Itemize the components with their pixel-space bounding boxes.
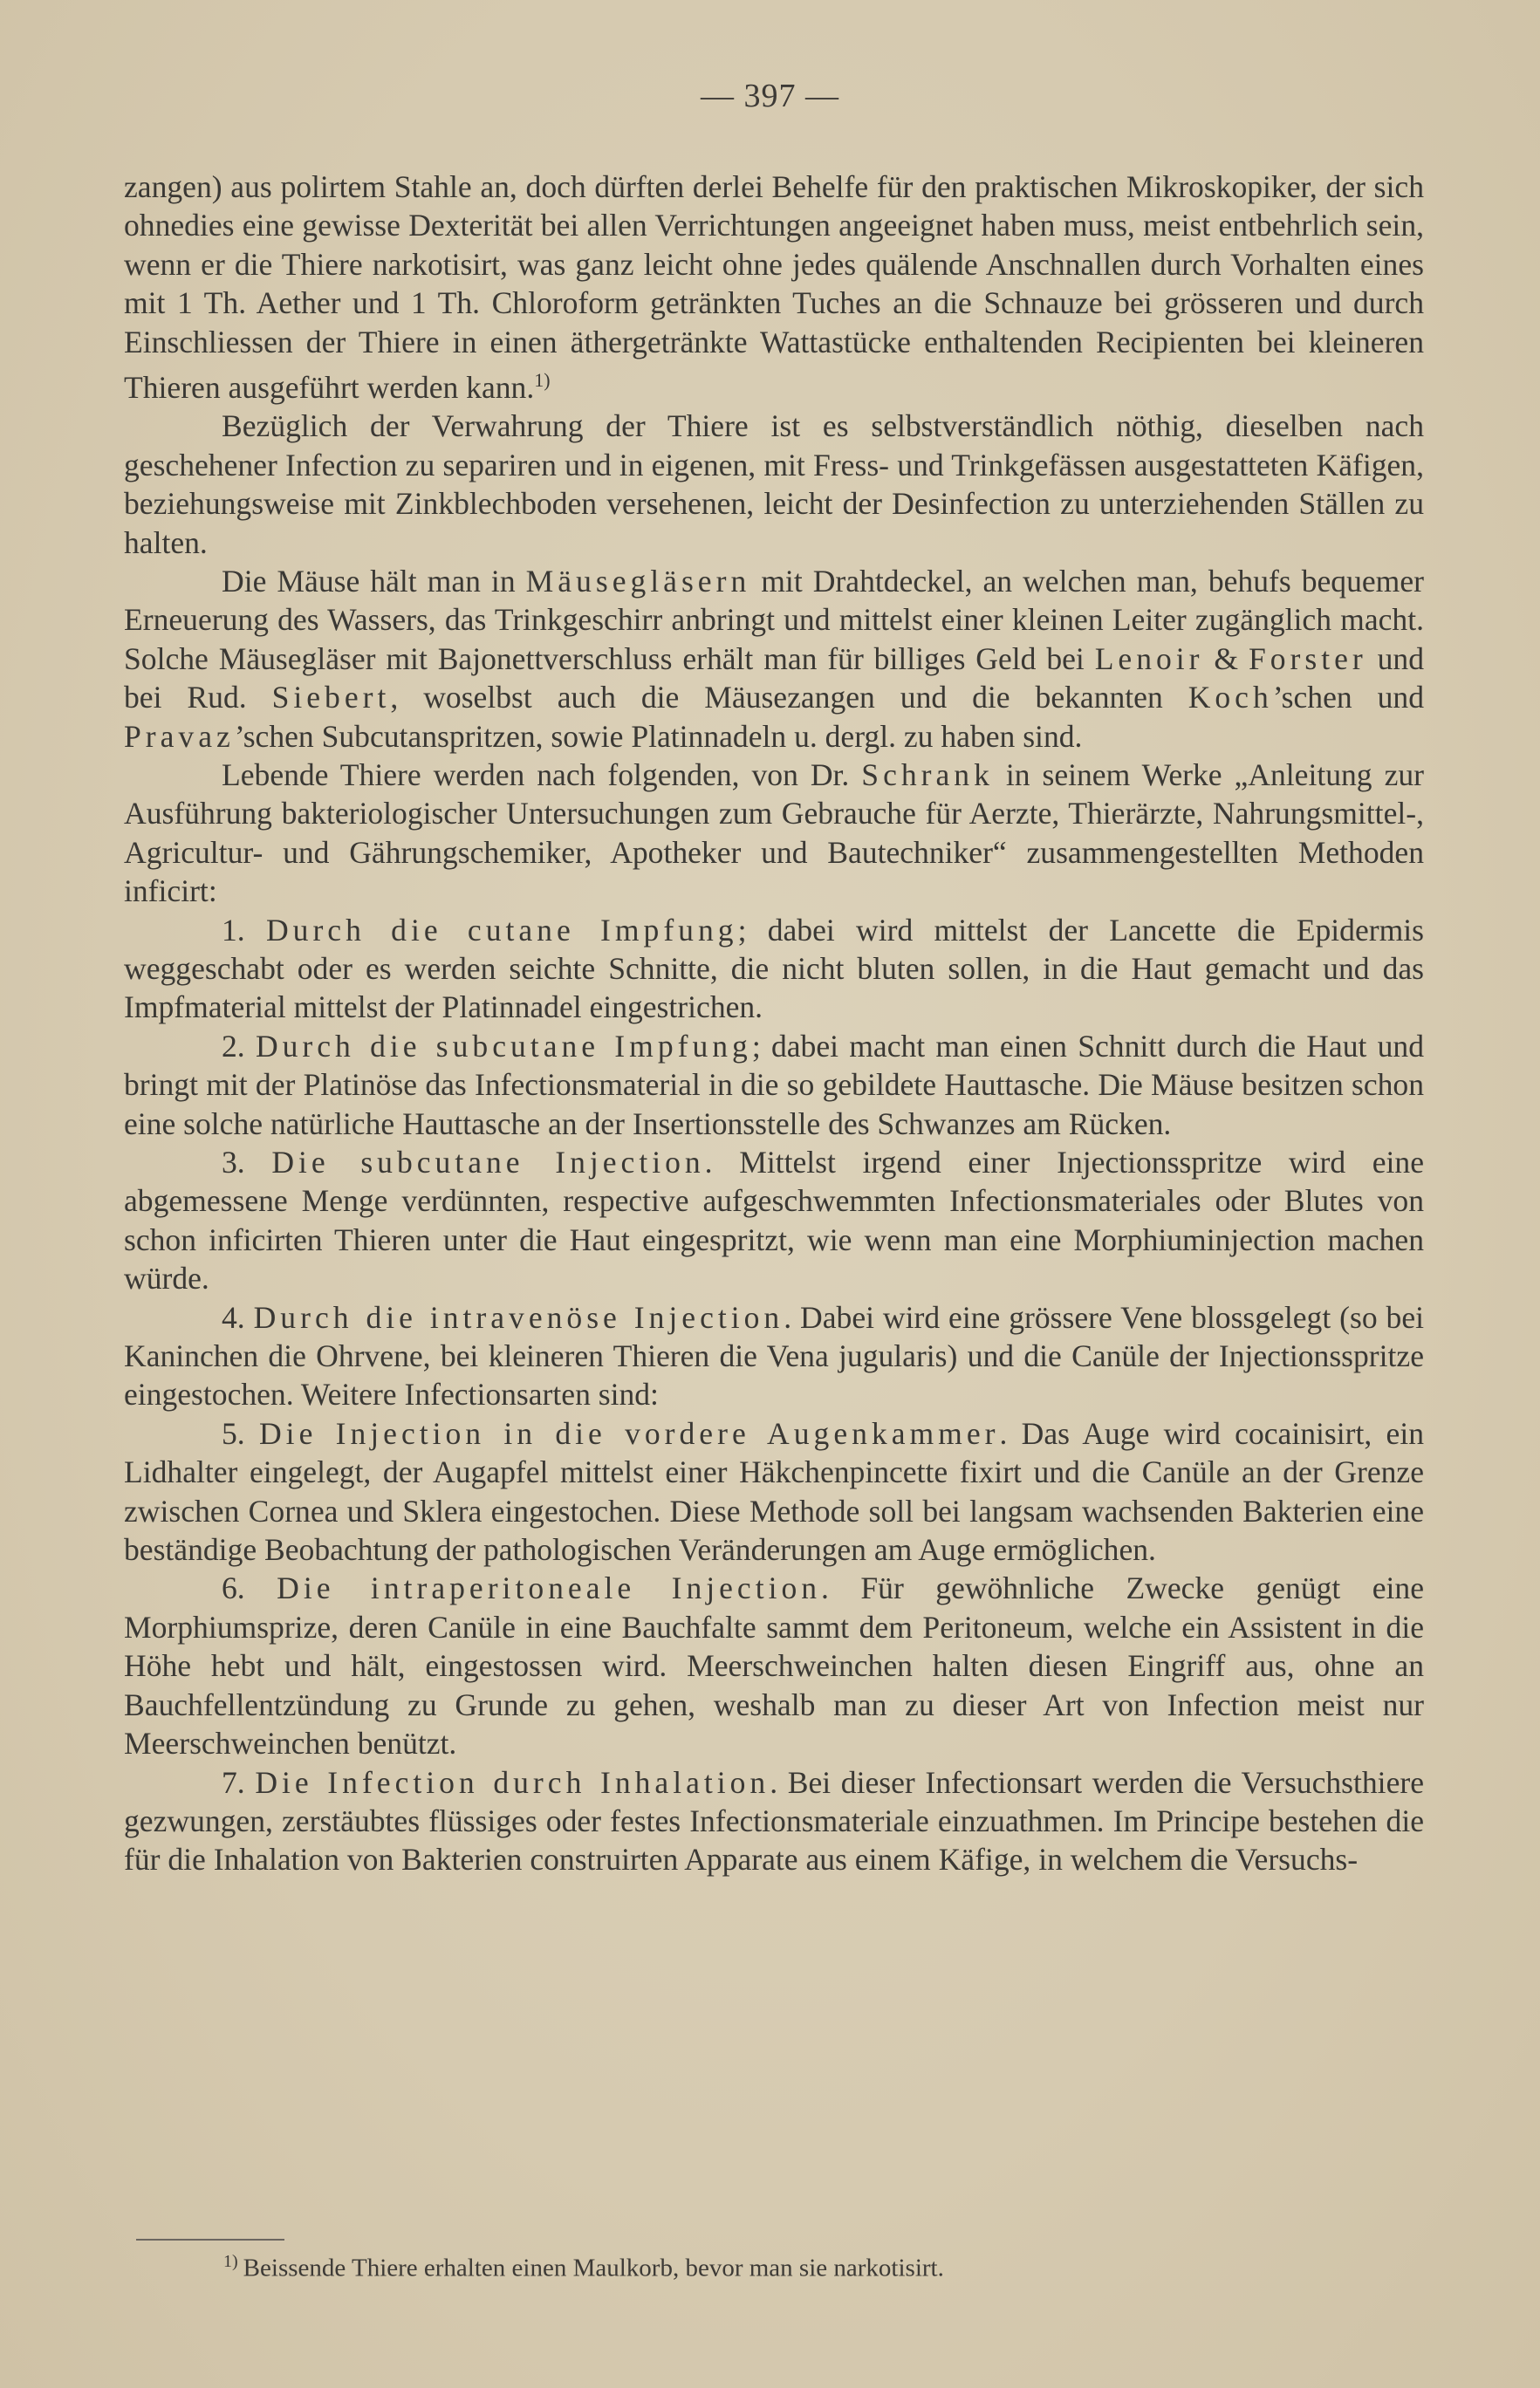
paragraph xyxy=(124,407,1424,562)
footnote-mark: 1) xyxy=(223,2252,238,2271)
text-run: ; dabei wird mittelst der Lancette die Epidermis weggeschabt oder es werden seichte Schnitte, die nicht bluten sollen, in die Haut gemacht und das Impfmaterial mittelst der Platinnadel eingestrichen. xyxy=(124,912,1425,1025)
footnote-text: Beissende Thiere erhalten einen Maulkorb, bevor man sie narkotisirt. xyxy=(243,2254,944,2282)
footnote xyxy=(223,2244,1358,2286)
text-run: , woselbst auch die Mäusezangen und die bekannten xyxy=(390,680,1188,715)
text-run: . Das Auge wird cocainisirt, ein Lidhalter eingelegt, der Augapfel mittelst einer Häkchenpincette fixirt und die Canüle an der Grenze zwischen Cornea und Sklera eingestochen. Diese Methode soll bei langsam wachsenden Bakterien eine beständige Beobachtung der pathologischen Veränderungen am Auge ermöglichen. xyxy=(124,1415,1425,1568)
spaced-emphasis: Koch xyxy=(1188,680,1273,715)
page-number: — 397 — xyxy=(701,78,839,114)
spaced-emphasis: Siebert xyxy=(271,680,391,715)
text-run: 5. xyxy=(222,1415,259,1451)
spaced-emphasis: Die intraperitoneale Injection xyxy=(277,1570,822,1606)
spaced-emphasis: Schrank xyxy=(861,756,994,792)
paragraph xyxy=(124,1298,1424,1414)
paragraph xyxy=(124,168,1424,407)
text-run: Bezüglich der Verwahrung der Thiere ist es selbstverständlich nöthig, dieselben nach geschehener Infection zu separiren und in eigenen, mit Fress- und Trinkgefässen ausgestatteten Käfigen, beziehungsweise mit Zinkblechboden versehenen, leicht der Desinfection zu unterziehenden Ställen zu halten. xyxy=(124,408,1424,560)
text-run: 6. xyxy=(222,1570,277,1606)
text-run: 7. xyxy=(222,1764,256,1800)
text-run: . Dabei wird eine grössere Vene blossgelegt (so bei Kaninchen die Ohrvene, bei kleineren Thieren die Vena jugularis) und die Canüle der Injectionsspritze eingestochen. Weitere Infectionsarten sind: xyxy=(124,1299,1424,1413)
paragraph xyxy=(124,562,1424,756)
paragraph xyxy=(124,1569,1424,1762)
text-run: mit Drahtdeckel, an welchen man, behufs bequemer Erneuerung des Wassers, das Trinkgeschirr anbringt und mittelst einer kleinen Leiter zugänglich macht. Solche Mäusegläser mit Bajonettverschluss erhält man für billiges Geld bei xyxy=(124,563,1424,676)
text-run: ’schen und xyxy=(1272,680,1424,715)
paragraph xyxy=(124,1027,1424,1143)
text-run: 3. xyxy=(222,1145,272,1180)
text-run: . Für gewöhnliche Zwecke genügt eine Morphiumsprize, deren Canüle in eine Bauchfalte sammt dem Peritoneum, welche ein Assistent in die Höhe hebt und hält, eingestossen wird. Meerschweinchen halten diesen Eingriff aus, ohne an Bauchfellentzündung zu Grunde zu gehen, weshalb man zu dieser Art von Infection meist nur Meerschweinchen benützt. xyxy=(124,1570,1424,1762)
text-run: . Bei dieser Infectionsart werden die Versuchsthiere gezwungen, zerstäubtes flüssiges oder festes Infectionsmateriale einzuathmen. Im Principe bestehen die für die Inhalation von Bakterien construirten Apparate aus einem Käfige, in welchem die Versuchs- xyxy=(124,1764,1424,1878)
text-run: und bei Rud. xyxy=(124,640,1424,715)
text-run: 2. xyxy=(222,1028,256,1064)
text-run: Die Mäuse hält man in xyxy=(222,563,526,599)
paragraph xyxy=(124,1414,1424,1570)
text-run: in seinem Werke „Anleitung zur Ausführung bakteriologischer Untersuchungen zum Gebrauche für Aerzte, Thierärzte, Nahrungsmittel-, Agricultur- und Gährungschemiker, Apotheker und Bautechniker“ zusammengestellten Methoden inficirt: xyxy=(124,756,1424,909)
paragraph xyxy=(124,756,1424,911)
spaced-emphasis: Die subcutane Injection xyxy=(271,1145,705,1180)
text-run: Lebende Thiere werden nach folgenden, von Dr. xyxy=(222,756,862,792)
spaced-emphasis: Durch die cutane Impfung xyxy=(265,912,738,948)
paragraph xyxy=(124,1763,1424,1879)
text-run: ’schen Subcutanspritzen, sowie Platinnadeln u. dergl. zu haben sind. xyxy=(234,718,1083,754)
spaced-emphasis: Lenoir xyxy=(1094,640,1204,676)
footnote-divider xyxy=(136,2239,284,2241)
text-run: ; dabei macht man einen Schnitt durch die Haut und bringt mit der Platinöse das Infectionsmaterial in die so gebildete Hauttasche. Die Mäuse besitzen schon eine solche natürliche Hauttasche an der Insertionsstelle des Schwanzes am Rücken. xyxy=(124,1028,1424,1141)
text-run: & xyxy=(1203,640,1249,676)
spaced-emphasis: Pravaz xyxy=(124,718,235,754)
text-run: 4. xyxy=(222,1299,254,1335)
spaced-emphasis: Forster xyxy=(1248,640,1367,676)
spaced-emphasis: Die Infection durch Inhalation xyxy=(255,1764,770,1800)
spaced-emphasis: Mäusegläsern xyxy=(525,563,751,599)
spaced-emphasis: Durch die intravenöse Injection xyxy=(253,1299,784,1335)
body-text xyxy=(124,168,1424,1879)
footnote-reference: 1) xyxy=(534,369,551,392)
text-run: 1. xyxy=(222,912,266,948)
spaced-emphasis: Die Injection in die vordere Augenkammer xyxy=(258,1415,1000,1451)
text-run: . Mittelst irgend einer Injectionsspritze wird eine abgemessene Menge verdünnten, respective aufgeschwemmten Infectionsmateriales oder Blutes von schon inficirten Thieren unter die Haut eingespritzt, wie wenn man eine Morphiuminjection machen würde. xyxy=(124,1145,1425,1297)
paragraph xyxy=(124,1143,1424,1298)
spaced-emphasis: Durch die subcutane Impfung xyxy=(255,1028,752,1064)
paragraph xyxy=(124,911,1424,1027)
text-run: zangen) aus polirtem Stahle an, doch dürften derlei Behelfe für den praktischen Mikroskopiker, der sich ohnedies eine gewisse Dexterität bei allen Verrichtungen angeeignet haben muss, meist entbehrlich sein, wenn er die Thiere narkotisirt, was ganz leicht ohne jedes quälende Anschnallen durch Vorhalten eines mit 1 Th. Aether und 1 Th. Chloroform getränkten Tuches an die Schnauze bei grösseren und durch Einschliessen der Thiere in einen äthergetränkte Wattastücke enthaltenden Recipienten bei kleineren Thieren ausgeführt werden kann. xyxy=(124,169,1424,405)
